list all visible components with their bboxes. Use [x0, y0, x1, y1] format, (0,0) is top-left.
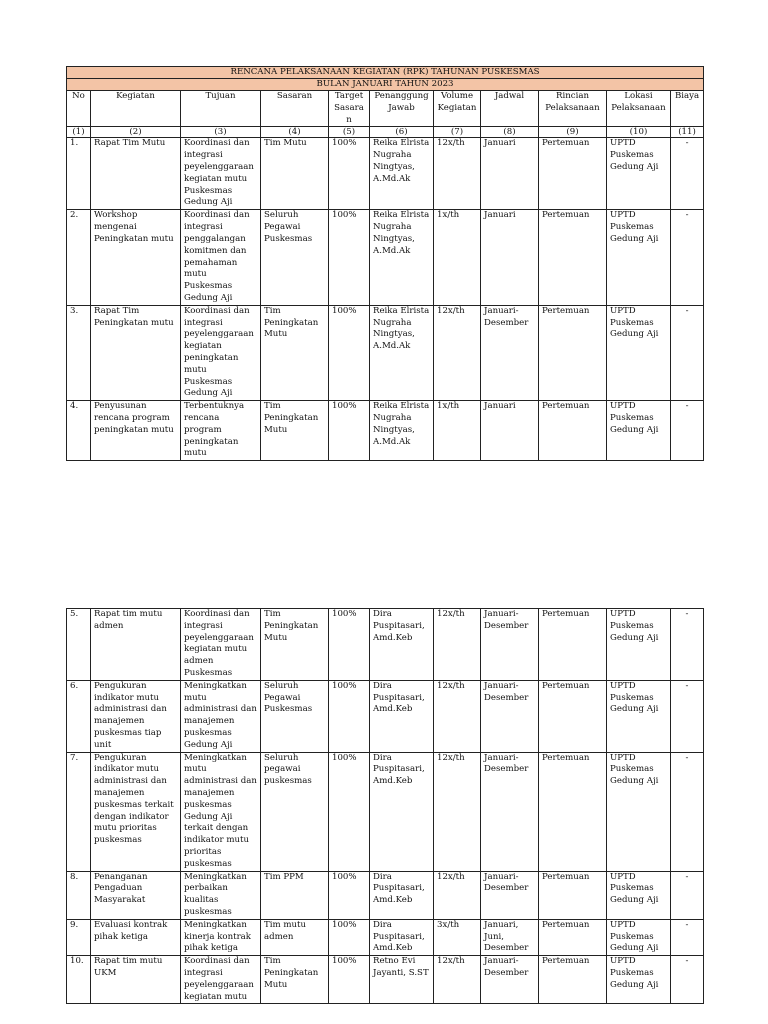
cell-jadwal: Januari-Desember	[481, 609, 539, 681]
header-target-sasaran: Target Sasaran	[329, 91, 370, 127]
cell-volume-kegiatan: 12x/th	[434, 609, 481, 681]
colnum-tujuan: (3)	[181, 127, 261, 138]
cell-penanggung-jawab: Dira Puspitasari, Amd.Keb	[370, 609, 434, 681]
cell-biaya: -	[671, 871, 704, 919]
cell-jadwal: Januari-Desember	[481, 680, 539, 752]
table-row	[67, 609, 704, 681]
colnum-lokasi-pelaksanaan: (10)	[607, 127, 671, 138]
cell-tujuan: Koordinasi dan integrasi peyelenggaraan kegiatan peningkatan mutu Puskesmas Gedung Aji	[181, 305, 261, 400]
table-body-page-1	[67, 67, 704, 461]
cell-target-sasaran: 100%	[329, 210, 370, 305]
header-row	[67, 91, 704, 127]
header-sasaran: Sasaran	[261, 91, 329, 127]
cell-penanggung-jawab: Dira Puspitasari, Amd.Keb	[370, 871, 434, 919]
table-row	[67, 138, 704, 210]
cell-kegiatan: Rapat tim mutu admen	[91, 609, 181, 681]
cell-volume-kegiatan: 12x/th	[434, 752, 481, 871]
cell-sasaran: Tim Peningkatan Mutu	[261, 956, 329, 1004]
cell-rincian-pelaksanaan: Pertemuan	[539, 680, 607, 752]
cell-target-sasaran: 100%	[329, 305, 370, 400]
cell-rincian-pelaksanaan: Pertemuan	[539, 956, 607, 1004]
header-kegiatan: Kegiatan	[91, 91, 181, 127]
cell-tujuan: Koordinasi dan integrasi peyelenggaraan kegiatan mutu admen Puskesmas	[181, 609, 261, 681]
cell-lokasi-pelaksanaan: UPTD Puskemas Gedung Aji	[607, 210, 671, 305]
cell-jadwal: Januari	[481, 138, 539, 210]
table-body-page-2	[67, 609, 704, 1004]
colnum-penanggung-jawab: (6)	[370, 127, 434, 138]
cell-biaya: -	[671, 956, 704, 1004]
cell-volume-kegiatan: 3x/th	[434, 919, 481, 955]
cell-kegiatan: Rapat Tim Peningkatan mutu	[91, 305, 181, 400]
table-row	[67, 956, 704, 1004]
cell-no: 6.	[67, 680, 91, 752]
cell-sasaran: Tim Peningkatan Mutu	[261, 609, 329, 681]
cell-rincian-pelaksanaan: Pertemuan	[539, 609, 607, 681]
cell-penanggung-jawab: Reika Elrista Nugraha Ningtyas, A.Md.Ak	[370, 210, 434, 305]
cell-kegiatan: Penyusunan rencana program peningkatan mutu	[91, 401, 181, 461]
cell-tujuan: Meningkatkan kinerja kontrak pihak ketiga	[181, 919, 261, 955]
table-row	[67, 752, 704, 871]
cell-no: 4.	[67, 401, 91, 461]
cell-rincian-pelaksanaan: Pertemuan	[539, 871, 607, 919]
cell-target-sasaran: 100%	[329, 871, 370, 919]
header-jadwal: Jadwal	[481, 91, 539, 127]
cell-target-sasaran: 100%	[329, 401, 370, 461]
cell-rincian-pelaksanaan: Pertemuan	[539, 210, 607, 305]
cell-biaya: -	[671, 609, 704, 681]
cell-rincian-pelaksanaan: Pertemuan	[539, 305, 607, 400]
cell-lokasi-pelaksanaan: UPTD Puskemas Gedung Aji	[607, 871, 671, 919]
cell-no: 5.	[67, 609, 91, 681]
cell-jadwal: Januari-Desember	[481, 871, 539, 919]
header-biaya: Biaya	[671, 91, 704, 127]
cell-volume-kegiatan: 12x/th	[434, 138, 481, 210]
colnum-jadwal: (8)	[481, 127, 539, 138]
header-lokasi-pelaksanaan: Lokasi Pelaksanaan	[607, 91, 671, 127]
cell-kegiatan: Pengukuran indikator mutu administrasi dan manajemen puskesmas terkait dengan indikator mutu prioritas puskesmas	[91, 752, 181, 871]
colnum-kegiatan: (2)	[91, 127, 181, 138]
cell-jadwal: Januari-Desember	[481, 956, 539, 1004]
cell-lokasi-pelaksanaan: UPTD Puskemas Gedung Aji	[607, 609, 671, 681]
colnum-target-sasaran: (5)	[329, 127, 370, 138]
cell-kegiatan: Penanganan Pengaduan Masyarakat	[91, 871, 181, 919]
cell-jadwal: Januari	[481, 401, 539, 461]
colnum-volume-kegiatan: (7)	[434, 127, 481, 138]
cell-kegiatan: Evaluasi kontrak pihak ketiga	[91, 919, 181, 955]
header-no: No	[67, 91, 91, 127]
header-tujuan: Tujuan	[181, 91, 261, 127]
cell-sasaran: Seluruh Pegawai Puskesmas	[261, 210, 329, 305]
cell-no: 2.	[67, 210, 91, 305]
cell-rincian-pelaksanaan: Pertemuan	[539, 401, 607, 461]
cell-volume-kegiatan: 1x/th	[434, 401, 481, 461]
cell-biaya: -	[671, 680, 704, 752]
cell-no: 7.	[67, 752, 91, 871]
cell-lokasi-pelaksanaan: UPTD Puskemas Gedung Aji	[607, 919, 671, 955]
column-number-row	[67, 127, 704, 138]
colnum-sasaran: (4)	[261, 127, 329, 138]
cell-penanggung-jawab: Reika Elrista Nugraha Ningtyas, A.Md.Ak	[370, 138, 434, 210]
colnum-no: (1)	[67, 127, 91, 138]
cell-rincian-pelaksanaan: Pertemuan	[539, 919, 607, 955]
cell-tujuan: Terbentuknya rencana program peningkatan mutu	[181, 401, 261, 461]
cell-penanggung-jawab: Reika Elrista Nugraha Ningtyas, A.Md.Ak	[370, 305, 434, 400]
cell-sasaran: Tim Mutu	[261, 138, 329, 210]
cell-lokasi-pelaksanaan: UPTD Puskemas Gedung Aji	[607, 305, 671, 400]
cell-tujuan: Meningkatkan mutu administrasi dan manajemen puskesmas Gedung Aji terkait dengan indikator mutu prioritas puskesmas	[181, 752, 261, 871]
cell-biaya: -	[671, 752, 704, 871]
cell-sasaran: Tim Peningkatan Mutu	[261, 305, 329, 400]
cell-jadwal: Januari-Desember	[481, 752, 539, 871]
cell-biaya: -	[671, 210, 704, 305]
document-title: RENCANA PELAKSANAAN KEGIATAN (RPK) TAHUNAN PUSKESMAS	[67, 67, 704, 79]
cell-volume-kegiatan: 12x/th	[434, 305, 481, 400]
cell-penanggung-jawab: Dira Puspitasari, Amd.Keb	[370, 680, 434, 752]
table-row	[67, 680, 704, 752]
cell-sasaran: Tim mutu admen	[261, 919, 329, 955]
cell-tujuan: Meningkatkan mutu administrasi dan manajemen puskesmas Gedung Aji	[181, 680, 261, 752]
cell-lokasi-pelaksanaan: UPTD Puskemas Gedung Aji	[607, 680, 671, 752]
cell-jadwal: Januari, Juni, Desember	[481, 919, 539, 955]
cell-jadwal: Januari	[481, 210, 539, 305]
table-row	[67, 210, 704, 305]
cell-lokasi-pelaksanaan: UPTD Puskemas Gedung Aji	[607, 956, 671, 1004]
cell-volume-kegiatan: 12x/th	[434, 871, 481, 919]
cell-biaya: -	[671, 138, 704, 210]
cell-no: 8.	[67, 871, 91, 919]
cell-penanggung-jawab: Dira Puspitasari, Amd.Keb	[370, 752, 434, 871]
cell-biaya: -	[671, 919, 704, 955]
cell-rincian-pelaksanaan: Pertemuan	[539, 752, 607, 871]
cell-lokasi-pelaksanaan: UPTD Puskemas Gedung Aji	[607, 401, 671, 461]
cell-no: 10.	[67, 956, 91, 1004]
table-row	[67, 871, 704, 919]
cell-kegiatan: Workshop mengenai Peningkatan mutu	[91, 210, 181, 305]
rpk-table-page-1	[66, 66, 704, 461]
cell-tujuan: Koordinasi dan integrasi penggalangan komitmen dan pemahaman mutu Puskesmas Gedung Aji	[181, 210, 261, 305]
cell-no: 1.	[67, 138, 91, 210]
cell-sasaran: Seluruh Pegawai Puskesmas	[261, 680, 329, 752]
cell-target-sasaran: 100%	[329, 609, 370, 681]
cell-volume-kegiatan: 12x/th	[434, 680, 481, 752]
cell-target-sasaran: 100%	[329, 138, 370, 210]
cell-volume-kegiatan: 12x/th	[434, 956, 481, 1004]
colnum-rincian-pelaksanaan: (9)	[539, 127, 607, 138]
cell-volume-kegiatan: 1x/th	[434, 210, 481, 305]
table-row	[67, 305, 704, 400]
cell-biaya: -	[671, 305, 704, 400]
cell-tujuan: Koordinasi dan integrasi peyelenggaraan kegiatan mutu Puskesmas Gedung Aji	[181, 138, 261, 210]
cell-kegiatan: Rapat Tim Mutu	[91, 138, 181, 210]
cell-no: 3.	[67, 305, 91, 400]
cell-penanggung-jawab: Dira Puspitasari, Amd.Keb	[370, 919, 434, 955]
cell-kegiatan: Pengukuran indikator mutu administrasi dan manajemen puskesmas tiap unit	[91, 680, 181, 752]
cell-lokasi-pelaksanaan: UPTD Puskemas Gedung Aji	[607, 138, 671, 210]
cell-rincian-pelaksanaan: Pertemuan	[539, 138, 607, 210]
document-subtitle: BULAN JANUARI TAHUN 2023	[67, 79, 704, 91]
cell-target-sasaran: 100%	[329, 680, 370, 752]
cell-biaya: -	[671, 401, 704, 461]
cell-tujuan: Koordinasi dan integrasi peyelenggaraan kegiatan mutu	[181, 956, 261, 1004]
table-row	[67, 401, 704, 461]
header-penanggung-jawab: Penanggung Jawab	[370, 91, 434, 127]
header-rincian-pelaksanaan: Rincian Pelaksanaan	[539, 91, 607, 127]
cell-penanggung-jawab: Reika Elrista Nugraha Ningtyas, A.Md.Ak	[370, 401, 434, 461]
cell-target-sasaran: 100%	[329, 752, 370, 871]
cell-jadwal: Januari-Desember	[481, 305, 539, 400]
cell-kegiatan: Rapat tim mutu UKM	[91, 956, 181, 1004]
cell-penanggung-jawab: Retno Evi Jayanti, S.ST	[370, 956, 434, 1004]
table-row	[67, 919, 704, 955]
colnum-biaya: (11)	[671, 127, 704, 138]
cell-tujuan: Meningkatkan perbaikan kualitas puskesmas	[181, 871, 261, 919]
rpk-table-page-2	[66, 608, 704, 1004]
cell-lokasi-pelaksanaan: UPTD Puskemas Gedung Aji	[607, 752, 671, 871]
cell-target-sasaran: 100%	[329, 919, 370, 955]
cell-sasaran: Tim PPM	[261, 871, 329, 919]
cell-sasaran: Tim Peningkatan Mutu	[261, 401, 329, 461]
header-volume-kegiatan: Volume Kegiatan	[434, 91, 481, 127]
cell-sasaran: Seluruh pegawai puskesmas	[261, 752, 329, 871]
cell-target-sasaran: 100%	[329, 956, 370, 1004]
cell-no: 9.	[67, 919, 91, 955]
